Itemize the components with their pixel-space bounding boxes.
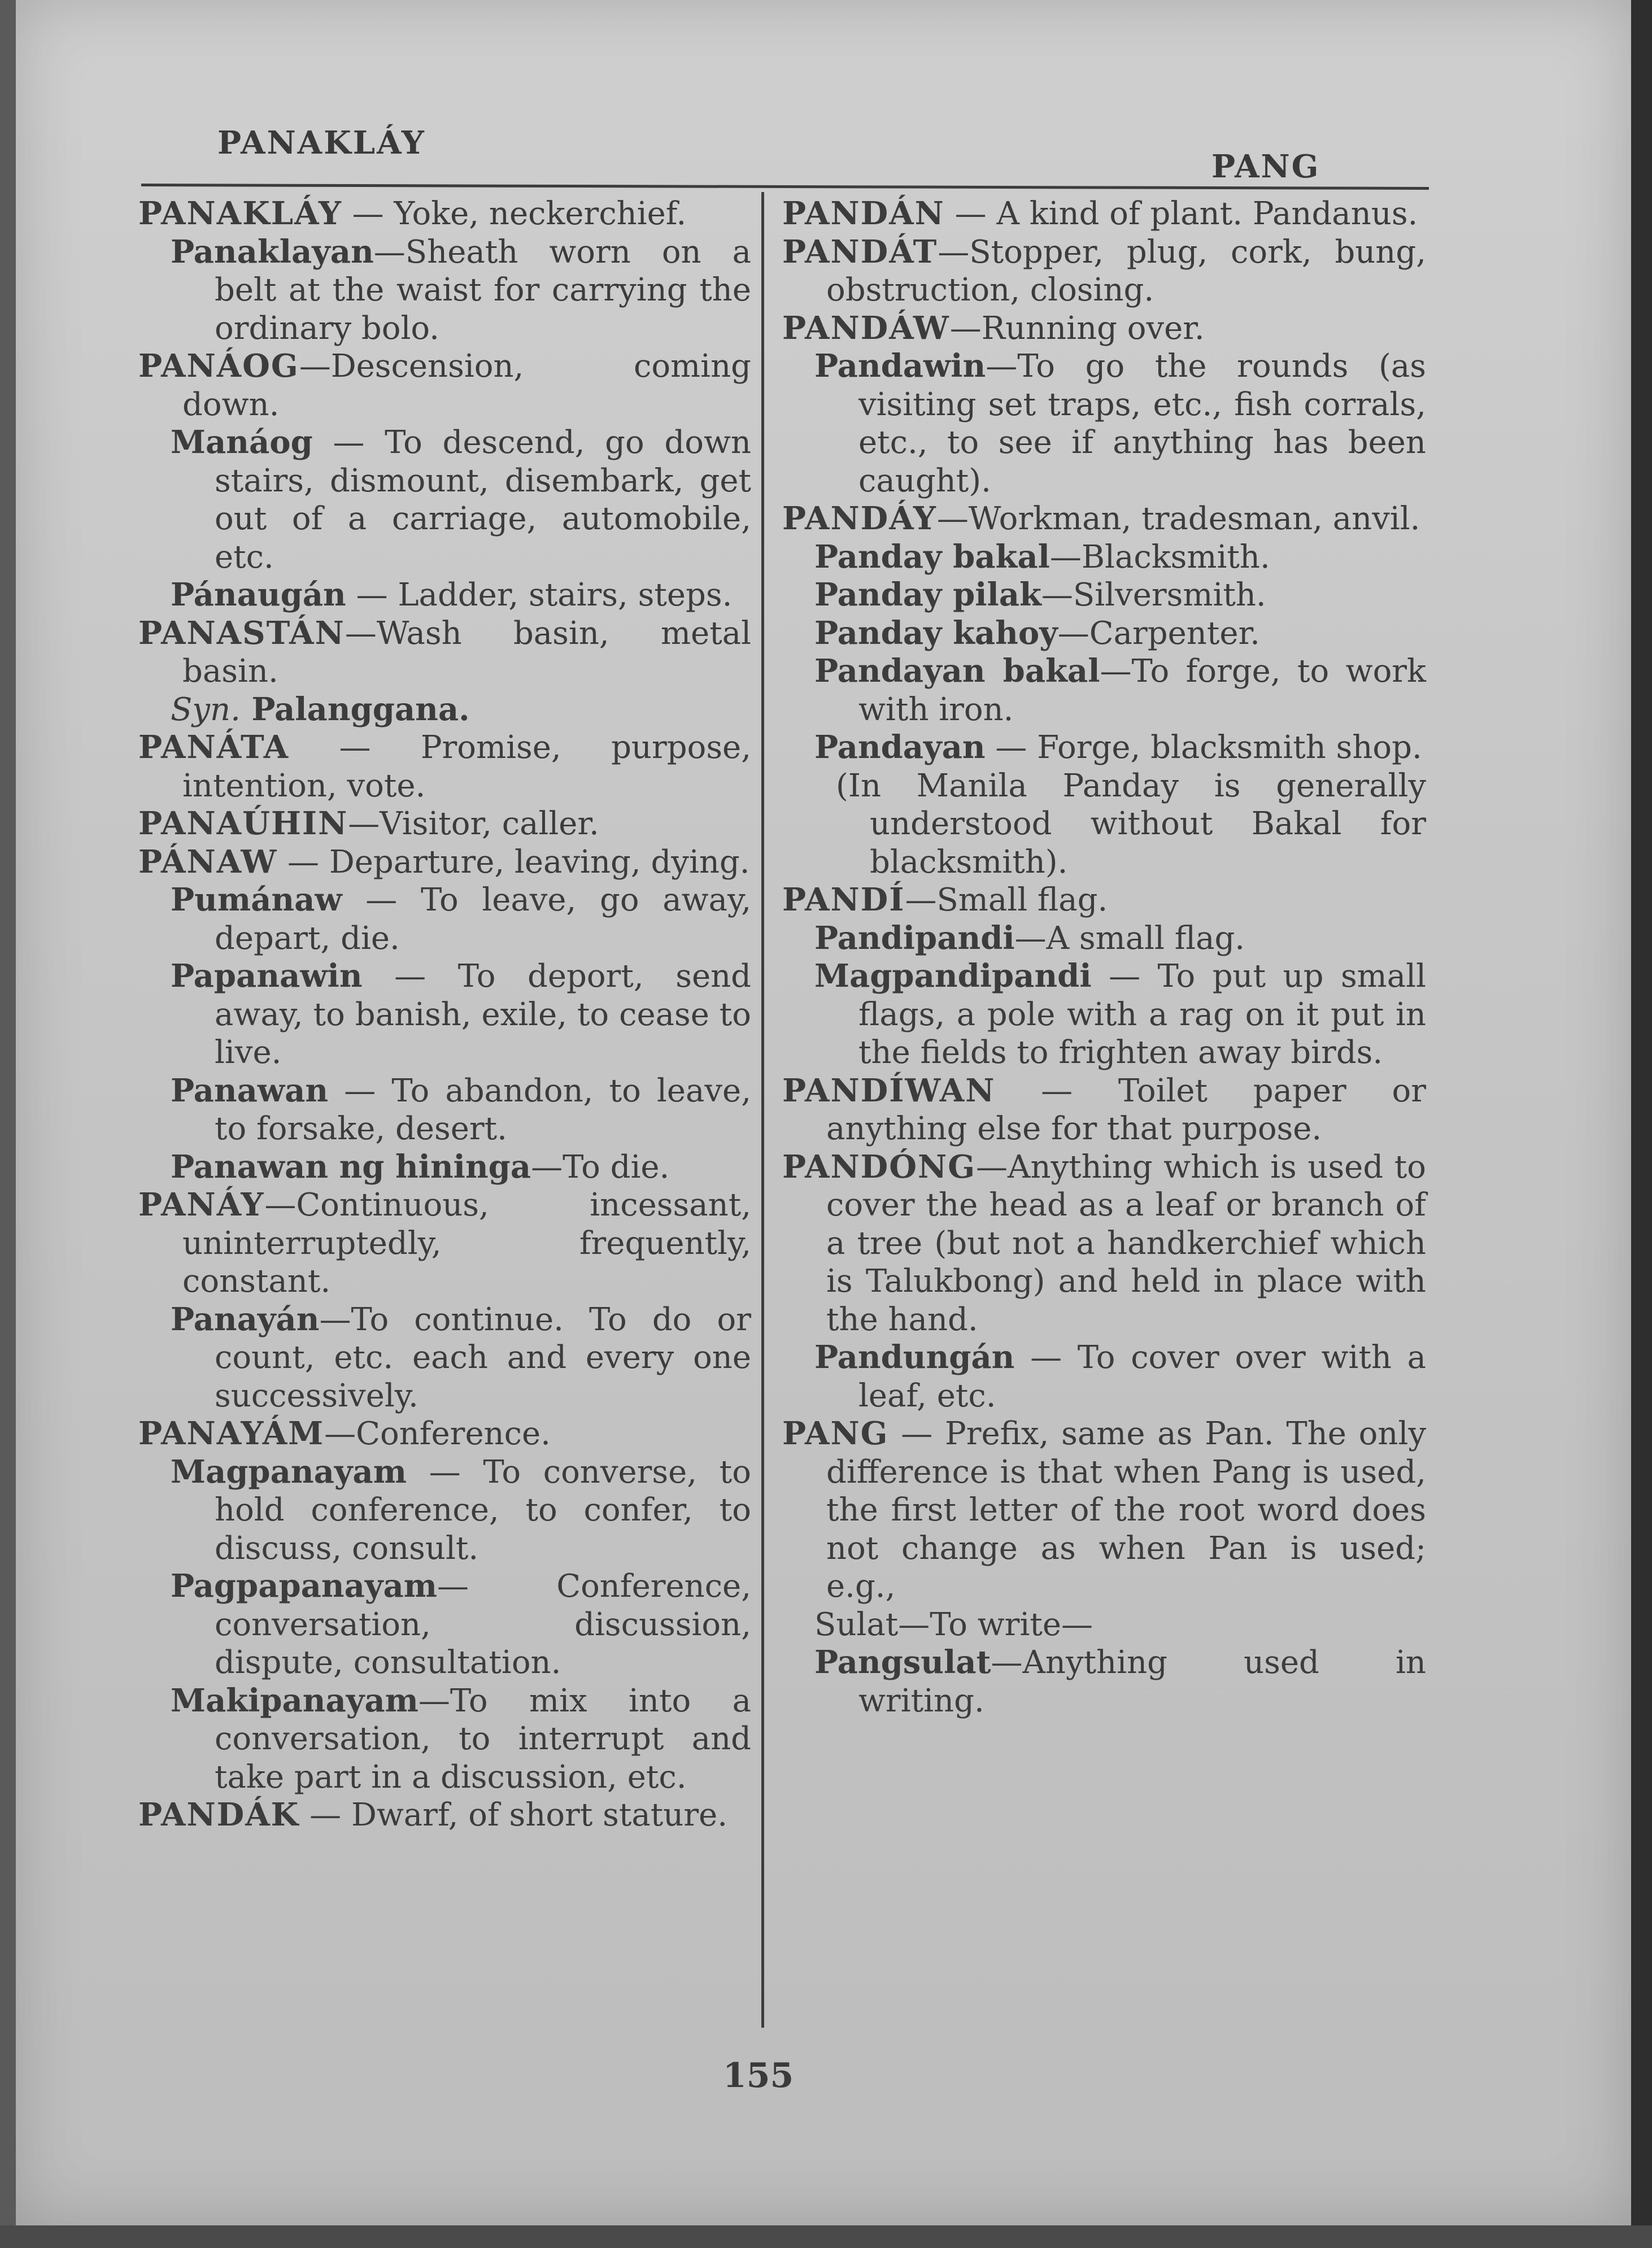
sub-entry: Pagpapanayam— Conference, conversation, discussion, dispute, consultation. (171, 1567, 751, 1681)
sub-entry: Pandungán — To cover over with a leaf, etc. (814, 1339, 1426, 1414)
sub-entry: Pandawin—To go the rounds (as visiting set traps, etc., fish corrals, etc., to see if anything has been caught). (814, 347, 1426, 499)
sub-entry: Pangsulat—Anything used in writing. (814, 1644, 1426, 1719)
entry: PÁNAW — Departure, leaving, dying. (138, 843, 750, 881)
sub-entry: Magpanayam — To converse, to hold conference, to confer, to discuss, consult. (171, 1453, 751, 1567)
entry: PANDÁW—Running over. (782, 309, 1205, 347)
entry: PANÁY—Continuous, incessant, uninterruptedly, frequently, constant. (138, 1186, 751, 1300)
entry: PANG — Prefix, same as Pan. The only difference is that when Pang is used, the first letter of the root word does not change as when Pan is used; e.g., (782, 1415, 1426, 1605)
sub-entry: Panday kahoy—Carpenter. (814, 614, 1260, 652)
entry: PANDÁN — A kind of plant. Pandanus. (782, 195, 1418, 232)
sub-entry: Pandipandi—A small flag. (814, 919, 1245, 957)
entry: PANAKLÁY — Yoke, neckerchief. (138, 195, 687, 232)
sub-entry: Panawan ng hininga—To die. (171, 1148, 670, 1186)
sub-entry: Panawan — To abandon, to leave, to forsake, desert. (171, 1071, 751, 1147)
sub-entry: Pumánaw — To leave, go away, depart, die. (171, 881, 751, 957)
page-number: 155 (723, 2056, 794, 2095)
sub-entry: Panaklayan—Sheath worn on a belt at the waist for carrying the ordinary bolo. (171, 233, 751, 347)
entry: PANDÍ—Small flag. (782, 881, 1108, 918)
sub-entry: Manáog — To descend, go down stairs, dismount, disembark, get out of a carriage, automobile, etc. (171, 424, 751, 576)
sub-entry: Pandayan — Forge, blacksmith shop. (814, 729, 1422, 766)
entry: PANAÚHIN—Visitor, caller. (138, 805, 599, 842)
entry: PANDÓNG—Anything which is used to cover the head as a leaf or branch of a tree (but not a handkerchief which is Talukbong) and held in place with the hand. (782, 1148, 1426, 1338)
sub-entry: Papanawin — To deport, send away, to banish, exile, to cease to live. (171, 957, 751, 1071)
sub-entry: Magpandipandi — To put up small flags, a pole with a rag on it put in the fields to frighten away birds. (814, 957, 1426, 1071)
sub-entry: Pandayan bakal—To forge, to work with iron. (814, 652, 1426, 728)
entry: PANÁTA — Promise, purpose, intention, vote. (138, 729, 751, 804)
entry: PANÁOG—Descension, coming down. (138, 347, 751, 423)
sub-entry: Syn. Palanggana. (171, 690, 470, 728)
page-bottom-edge (0, 2225, 1652, 2248)
entry: PANDÁY—Workman, tradesman, anvil. (782, 500, 1420, 537)
sub-entry: Sulat—To write— (814, 1606, 1093, 1643)
right-column (782, 195, 1426, 1720)
entry: PANASTÁN—Wash basin, metal basin. (138, 614, 751, 690)
usage-note: (In Manila Panday is generally understood without Bakal for blacksmith). (836, 767, 1426, 881)
sub-entry: Panday pilak—Silversmith. (814, 576, 1266, 613)
entry: PANAYÁM—Conference. (138, 1415, 551, 1452)
running-head-left: PANAKLÁY (217, 124, 426, 162)
entry: PANDÁT—Stopper, plug, cork, bung, obstruction, closing. (782, 233, 1426, 308)
left-column (138, 195, 751, 1835)
entry: PANDÍWAN — Toilet paper or anything else for that purpose. (782, 1071, 1426, 1147)
sub-entry: Makipanayam—To mix into a conversation, to interrupt and take part in a discussion, etc. (171, 1681, 751, 1796)
page-shadow-edge (1631, 0, 1652, 2248)
sub-entry: Panday bakal—Blacksmith. (814, 538, 1270, 576)
column-divider (761, 192, 764, 2028)
running-head-right: PANG (1211, 148, 1320, 185)
sub-entry: Panayán—To continue. To do or count, etc. each and every one successively. (171, 1300, 751, 1414)
book-spine-edge (0, 0, 16, 2248)
entry: PANDÁK — Dwarf, of short stature. (138, 1796, 728, 1833)
sub-entry: Pánaugán — Ladder, stairs, steps. (171, 576, 733, 613)
